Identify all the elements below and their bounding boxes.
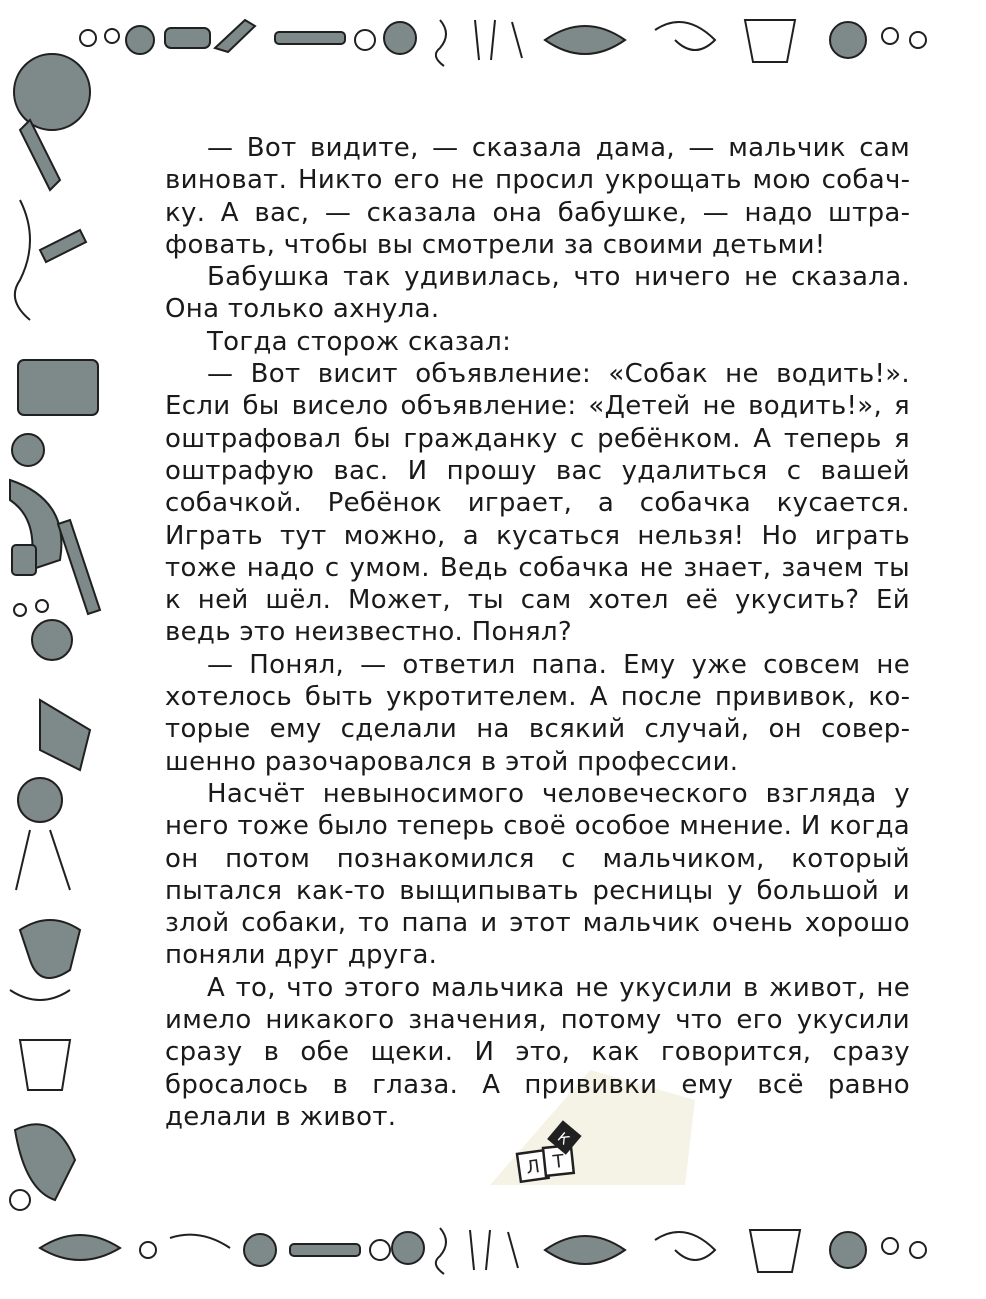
paragraph-6: Насчёт невыносимого человеческого взгляда у него тоже было теперь своё особое мнение. И когда он потом познакомился с мальчиком, который пытался как-то выщипывать ресницы у большой и злой собаки, то папа и этот мальчик очень хорошо поняли друг друга. bbox=[165, 778, 910, 971]
block-letter-t: Т bbox=[551, 1150, 566, 1173]
paragraph-4: — Вот висит объявление: «Собак не водить!». Если бы висело объявление: «Детей не водить!», я оштрафовал бы гражданку с ребёнком. А теперь я оштрафую вас. И прошу вас удалиться с вашей собачкой. Ребёнок играет, а собачка кусается. Играть тут можно, а кусаться нельзя! Но играть тоже надо с умом. Ведь собачка не знает, зачем ты к ней шёл. Может, ты сам хотел её укусить? Ей ведь это неизвестно. Понял? bbox=[165, 359, 910, 648]
story-text bbox=[165, 132, 910, 1133]
left-ornament-column bbox=[10, 54, 100, 1210]
paragraph-1: — Вот видите, — сказала дама, — мальчик сам виноват. Никто его не просил укрощать мою собачку. А вас, — сказала она бабушке, — надо штрафовать, чтобы вы смотрели за своими детьми! bbox=[165, 133, 910, 260]
paragraph-5: — Понял, — ответил папа. Ему уже совсем не хотелось быть укротителем. А после прививок, которые ему сделали на всякий случай, он совершенно разочаровался в этой профессии. bbox=[165, 649, 910, 777]
paragraph-7: А то, что этого мальчика не укусили в живот, не имело никакого значения, потому что его укусили сразу в обе щеки. И это, как говорится, сразу бросалось в глаза. А прививки ему всё равно делали в живот. bbox=[165, 972, 910, 1132]
bottom-ornament-band bbox=[40, 1228, 926, 1274]
paragraph-2: Бабушка так удивилась, что ничего не сказала. Она только ахнула. bbox=[165, 262, 910, 325]
paragraph-3: Тогда сторож сказал: bbox=[207, 326, 512, 357]
top-ornament-band bbox=[80, 20, 926, 66]
block-letter-l: Л bbox=[524, 1156, 542, 1179]
block-letter-k: К bbox=[554, 1129, 573, 1149]
